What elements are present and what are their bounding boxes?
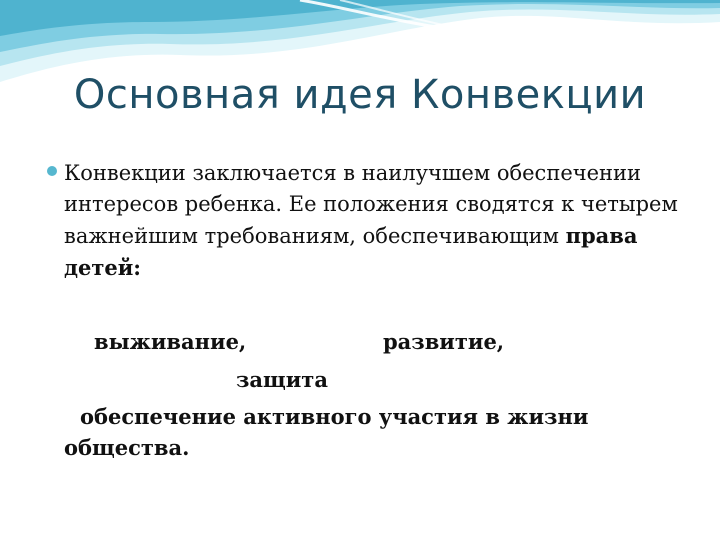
- bullet-text-main: Конвекции заключается в наилучшем обеспечении интересов ребенка. Ее положения сводятся к четырем важнейшим требованиям, обеспечивающим: [64, 161, 678, 248]
- bullet-text-bold: права детей:: [64, 223, 638, 280]
- right-survival: выживание,: [94, 329, 247, 354]
- right-participation-line2: общества.: [64, 435, 190, 460]
- right-development: развитие,: [383, 329, 505, 354]
- right-participation-line1: обеспечение активного участия в жизни: [80, 404, 589, 429]
- right-protection: защита: [236, 367, 328, 392]
- slide-title: Основная идея Конвекции: [73, 72, 647, 118]
